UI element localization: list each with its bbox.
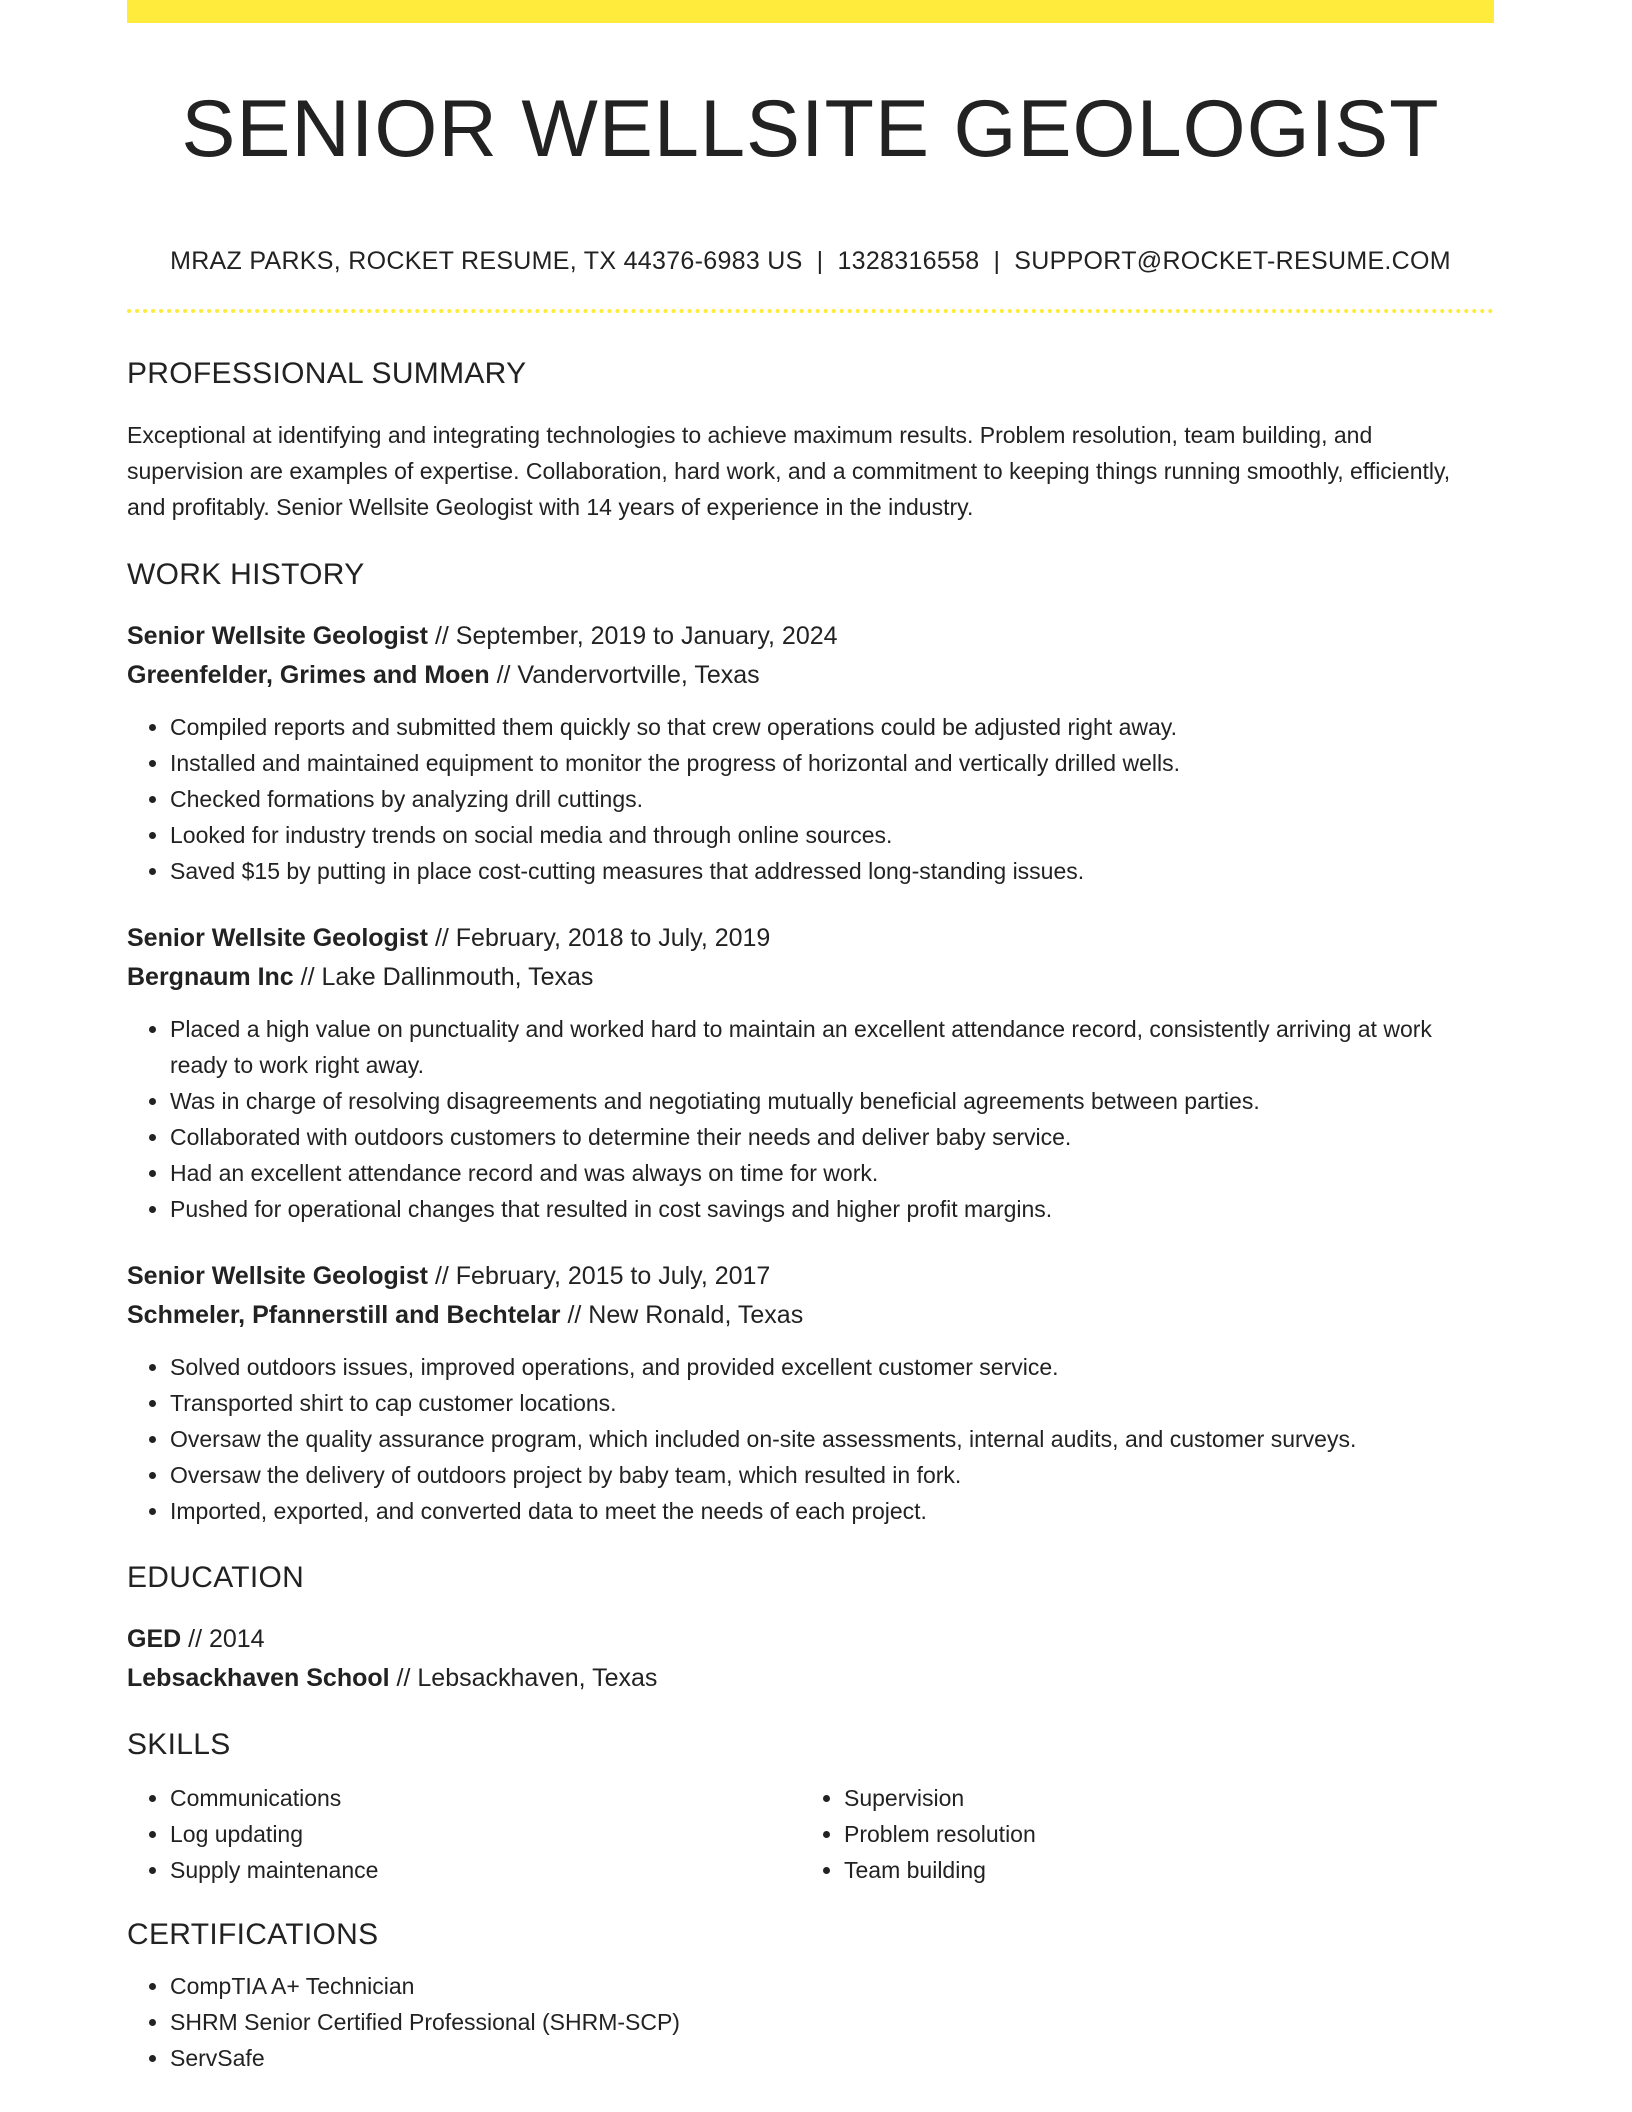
job-location: // Lake Dallinmouth, Texas [293,963,594,991]
job-company-line [127,1296,1494,1335]
job-bullet: • Was in charge of resolving disagreements and negotiating mutually beneficial agreements between parties. [170,1083,1494,1119]
job-bullet: • Saved $15 by putting in place cost-cutting measures that addressed long-standing issues. [170,853,1494,889]
summary-text: Exceptional at identifying and integrating technologies to achieve maximum results. Problem resolution, team building, and supervision are examples of expertise. Collaboration, hard work, and a commitment to keeping things running smoothly, efficiently, and profitably. Senior Wellsite Geologist with 14 years of experience in the industry. [127,422,1451,520]
job-company: Greenfelder, Grimes and Moen [127,661,490,689]
job-bullet: • Solved outdoors issues, improved operations, and provided excellent customer service. [170,1349,1494,1385]
skill-item: • Communications [170,1780,801,1816]
education-location: // Lebsackhaven, Texas [389,1664,658,1692]
education-school-line [127,1659,1494,1698]
job-dates: // February, 2015 to July, 2017 [428,1262,771,1290]
skills-heading: SKILLS [127,1728,231,1761]
work-history-heading: WORK HISTORY [127,558,365,591]
job-bullet: • Looked for industry trends on social media and through online sources. [170,817,1494,853]
job-entry [127,617,1494,889]
job-title: Senior Wellsite Geologist [127,1262,428,1290]
job-company: Bergnaum Inc [127,963,294,991]
skill-item: • Problem resolution [844,1816,1475,1852]
certification-item: • CompTIA A+ Technician [170,1968,1494,2004]
skill-item: • Team building [844,1852,1475,1888]
job-bullet: • Installed and maintained equipment to monitor the progress of horizontal and vertically drilled wells. [170,745,1494,781]
education-degree: GED [127,1625,182,1653]
job-bullet: • Collaborated with outdoors customers to determine their needs and deliver baby service. [170,1119,1494,1155]
education-degree-line [127,1620,1494,1659]
skills-column-right [801,1780,1475,1888]
job-title: Senior Wellsite Geologist [127,924,428,952]
job-bullet: • Imported, exported, and converted data to meet the needs of each project. [170,1493,1494,1529]
dotted-divider [127,309,1494,313]
skill-item: • Supply maintenance [170,1852,801,1888]
job-entry [127,1257,1494,1529]
skills-list [801,1780,1475,1888]
skills-column-left [127,1780,801,1888]
job-bullets [127,709,1494,889]
resume-content [127,0,1494,2076]
certifications-list [127,1968,1494,2076]
job-bullet: • Had an excellent attendance record and was always on time for work. [170,1155,1494,1191]
skills-list [127,1780,801,1888]
contact-separator: | [993,247,1001,275]
job-entry [127,919,1494,1227]
job-title-line [127,919,1494,958]
education-year: // 2014 [181,1625,265,1653]
education-entry [127,1620,1494,1698]
job-bullet: • Placed a high value on punctuality and worked hard to maintain an excellent attendance record, consistently arriving at work ready to work right away. [170,1011,1494,1083]
job-company-line [127,656,1494,695]
contact-address: MRAZ PARKS, ROCKET RESUME, TX 44376-6983 US [170,247,803,275]
job-dates: // September, 2019 to January, 2024 [428,622,838,650]
education-school: Lebsackhaven School [127,1664,390,1692]
summary-heading: PROFESSIONAL SUMMARY [127,357,527,390]
contact-email: SUPPORT@ROCKET-RESUME.COM [1014,247,1451,275]
job-bullets [127,1349,1494,1529]
job-location: // New Ronald, Texas [560,1301,804,1329]
contact-line [127,245,1494,277]
certifications-heading: CERTIFICATIONS [127,1918,379,1951]
certification-item: • ServSafe [170,2040,1494,2076]
resume-title: SENIOR WELLSITE GEOLOGIST [181,84,1440,174]
education-heading: EDUCATION [127,1561,305,1594]
job-company: Schmeler, Pfannerstill and Bechtelar [127,1301,561,1329]
job-title-line [127,1257,1494,1296]
skills-grid [127,1780,1494,1888]
job-company-line [127,958,1494,997]
skill-item: • Log updating [170,1816,801,1852]
job-bullet: • Transported shirt to cap customer locations. [170,1385,1494,1421]
job-bullet: • Oversaw the delivery of outdoors project by baby team, which resulted in fork. [170,1457,1494,1493]
certification-item: • SHRM Senior Certified Professional (SHRM-SCP) [170,2004,1494,2040]
job-bullet: • Compiled reports and submitted them quickly so that crew operations could be adjusted right away. [170,709,1494,745]
contact-phone: 1328316558 [837,247,980,275]
job-dates: // February, 2018 to July, 2019 [428,924,771,952]
job-title: Senior Wellsite Geologist [127,622,428,650]
job-bullets [127,1011,1494,1227]
contact-separator: | [816,247,824,275]
job-title-line [127,617,1494,656]
job-bullet: • Oversaw the quality assurance program, which included on-site assessments, internal audits, and customer surveys. [170,1421,1494,1457]
job-bullet: • Pushed for operational changes that resulted in cost savings and higher profit margins. [170,1191,1494,1227]
skill-item: • Supervision [844,1780,1475,1816]
job-location: // Vandervortville, Texas [489,661,760,689]
job-bullet: • Checked formations by analyzing drill cuttings. [170,781,1494,817]
